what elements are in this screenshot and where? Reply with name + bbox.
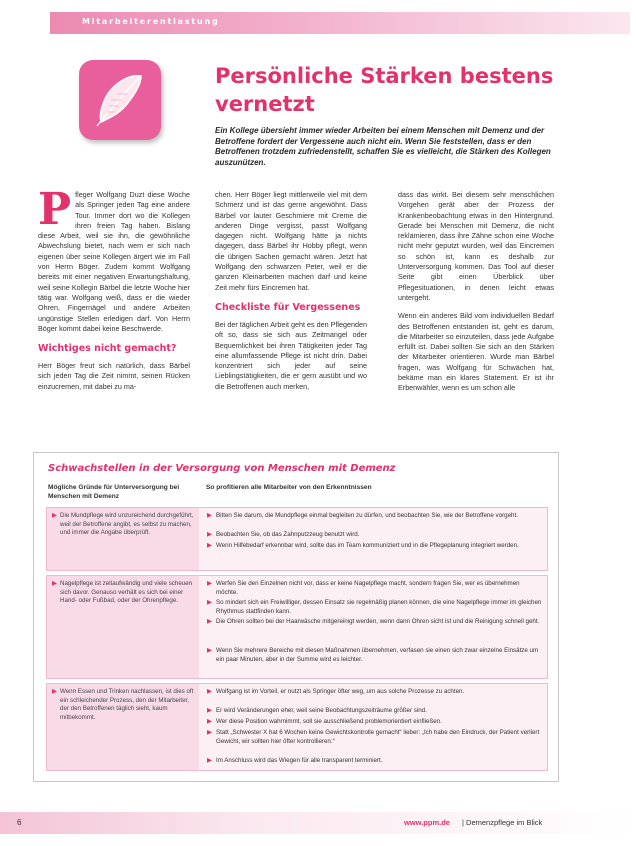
point-text: Er wird Veränderungen eher, weil seine Beobachtungszeiträume größer sind. [216,707,427,714]
point-text: Wenn Hilfebedarf erkennbar wird, sollte das im Team kommuniziert und in die Pflegeplanung integriert werden. [216,542,519,549]
list-item [207,707,543,716]
point-text: Statt „Schwester X hat 6 Wochen keine Gewichtskontrolle gemacht“ lieber: „Ich habe den Eindruck, der Patient verliert Gewicht, wir sollten hier öfter kontrollieren.“ [216,729,540,745]
arrow-icon: ▶ [207,707,212,714]
column-3 [398,190,554,402]
list-item [207,512,543,521]
footer-link[interactable]: www.ppm.de [404,818,450,827]
table-row [46,683,548,771]
arrow-icon: ▶ [52,512,57,519]
arrow-icon: ▶ [207,512,212,519]
point-text: Beobachten Sie, ob das Zahnputzzeug benutzt wird. [216,531,360,538]
arrow-icon: ▶ [207,718,212,725]
list-item [207,729,543,746]
list-item [207,542,543,551]
point-text: Werfen Sie den Einzelnen nicht vor, dass er keine Nagelpflege macht, sondern fragen Sie, wer es übernehmen möchte. [216,580,520,596]
paragraph-text: fleger Wolfgang Duzt diese Woche als Springer jeden Tag eine andere Tour. Immer dort wo die Kollegen ihren freien Tag haben. Bislang diese Arbeit, weil sie ihn, die gewöhnliche Abwechslung bietet, nach wem er sich nach eigenen über seine Kollegen ärgert wie im Fall von Herrn Böger. Zudem kommt Wolfgang bereits mit einer negativen Erwartungshaltung, weil seine Kollegin Bärbel die letzte Woche hier tätig war. Wolfgang weiß, dass er die wieder Ohren, Fingernägel und andere Arbeiten ungünstige Stellen erledigen darf. Von Herrn Böger kommt dabei keine Beschwerde. [38,190,190,333]
point-text: Wer diese Position wahrnimmt, soll sie ausschließend problemorientiert einfließen. [216,718,442,725]
drop-cap: P [38,184,72,235]
reason-text: Die Mundpflege wird unzureichend durchgeführt, weil der Betroffene angibt, es selbst zu machen, und immer die Angabe überprüft. [60,512,194,537]
table-header-left: Mögliche Gründe für Unterversorgung bei Menschen mit Demenz [48,484,180,500]
column-2 [215,190,367,400]
article-lead: Ein Kollege übersieht immer wieder Arbeiten bei einem Menschen mit Demenz und der Betroffene fordert der Vergessene auch nicht ein. Wenn Sie feststellen, dass er den Betroffenen trotzdem zufriedenstellt, schaffen Sie es vielleicht, die Stärken des Kollegen auszunützen. [215,126,551,167]
point-text: Wenn Sie mehrere Bereiche mit diesen Maßnahmen übernehmen, verfasen sie einen sich zwar einzelne Einsätze um ein paar Minuten, aber in der Summe wird es leichter. [216,647,539,663]
table-title: Schwachstellen in der Versorgung von Menschen mit Demenz [48,463,396,474]
arrow-icon: ▶ [207,580,212,587]
arrow-icon: ▶ [207,757,212,764]
title-line-2: vernetzt [215,92,315,116]
arrow-icon: ▶ [52,688,57,695]
page-number: 6 [17,818,22,827]
paragraph: Wenn ein anderes Bild vom individuellen Bedarf des Betroffenen entstanden ist, geht es darum, die Mitarbeiter so einzuteilen, dass jede Aufgabe erfüllt ist. Dabei sollten Sie sich an den Stärken der Mitarbeiter orientieren. Wurde man Bärbel fragen, was Wolfgang für Schwächen hat, bekäme man ein klares Statement. Er ist ihr Erbenwähler, wenn es um schon alle [398,311,554,393]
paragraph [38,184,190,334]
point-text: Die Ohren sollten bei der Haarwäsche mitgereinigt werden, wenn dann Ohren sicht ist und die Reinigung schnell geht. [216,618,540,625]
paragraph: dass das wirkt. Bei diesem sehr menschlichen Vorgehen gerät aber der Prozess der Krankenbeobachtung etwas in den Hintergrund. Gerade bei Menschen mit Demenz, die nicht reklamieren, dass ihre Zähne schon eine Woche nicht mehr geputzt wurden, weil das Eincremen so schön ist, kann es deshalb zur Unterversorgung kommen. Das Tool auf dieser Seite gibt einen Überblick über Pflegesituationen, in denen leicht etwas untergeht. [398,190,554,302]
list-item [207,531,543,540]
arrow-icon: ▶ [207,542,212,549]
table-row [46,507,548,571]
paragraph: Bei der täglichen Arbeit geht es den Pflegenden oft so, dass sie sich aus Zeitmangel oder Bequemlichkeit bei ihren Tätigkeiten jeder Tag eine allumfassende Pflege ist nicht drin. Dabei konzentriert sich jeder auf seine Lieblingstätigkeiten, die er gern ausübt und wo die Betroffenen auch merken, [215,319,367,391]
paragraph: Herr Böger freut sich natürlich, dass Bärbel sich jeden Tag die Zeit nimmt, seinen Rücken einzucremen, mit dabei zu ma- [38,361,190,391]
arrow-icon: ▶ [207,647,212,654]
reason-text: Wenn Essen und Trinken nachlassen, ist dies oft ein schleichender Prozess, den der Mitarbeiter, der den Betroffenen täglich sieht, kaum mitbekommt. [60,688,194,721]
column-1 [38,184,190,400]
row-reason [52,512,194,538]
arrow-icon: ▶ [207,531,212,538]
list-item [207,688,543,697]
title-line-1: Persönliche Stärken bestens [215,64,554,88]
table-header-right: So profitieren alle Mitarbeiter von den Erkenntnissen [206,484,372,491]
footer-magazine: | Demenzpflege im Blick [462,818,543,827]
arrow-icon: ▶ [52,580,57,587]
list-item [207,599,543,616]
article-title [215,62,615,118]
info-table-box [33,452,559,782]
list-item [207,580,543,597]
paragraph: chen. Herr Böger liegt mittlerweile viel mit dem Schmerz und ist das gerne angewöhnt. Dass Bärbel vor lauter Geschmiere mit Creme die anderen Dinge vergisst, passt Wolfgang dagegen nicht. Wolfgang hätte ja nichts dagegen, dass Bärbel ihr Hobby pflegt, wenn die übrigen Sachen gemacht wären. Jetzt hat Wolfgang den schwarzen Peter, weil er die ganzen Kleinarbeiten machen darf und keine Zeit mehr fürs Eincremen hat. [215,190,367,292]
row-reason [52,688,194,722]
point-text: So mindert sich ein Freiwilliger, dessen Einsatz sie regelmäßig planen können, die eine Nagelpflege immer im gleichen Rhythmus stattfinden kann. [216,599,542,615]
point-text: Im Anschluss wird das Wiegen für alle transparent terminiert. [216,757,383,764]
feather-icon [79,60,161,140]
reason-text: Nagelpflege ist zeitaufwändig und viele scheuen sich davor. Genauso verhält es sich bei einer Hand- oder Fußbad, oder der Ohrenpflege. [60,580,193,605]
list-item [207,718,543,727]
subheading: Wichtiges nicht gemacht? [38,343,177,355]
row-reason [52,580,194,606]
list-item [207,647,543,664]
arrow-icon: ▶ [207,599,212,606]
section-label: Mitarbeiterentlastung [82,17,220,26]
arrow-icon: ▶ [207,688,212,695]
list-item [207,757,543,766]
arrow-icon: ▶ [207,618,212,625]
table-row [46,575,548,679]
subheading: Checkliste für Vergessenes [215,301,361,313]
point-text: Bitten Sie darum, die Mundpflege einmal begleiten zu dürfen, und beobachten Sie, wie der Betroffene vorgeht. [216,512,518,519]
arrow-icon: ▶ [207,729,212,736]
list-item [207,618,543,627]
point-text: Wolfgang ist im Vorteil, er nutzt als Springer öfter weg, um aus solche Prozesse zu achten. [216,688,465,695]
